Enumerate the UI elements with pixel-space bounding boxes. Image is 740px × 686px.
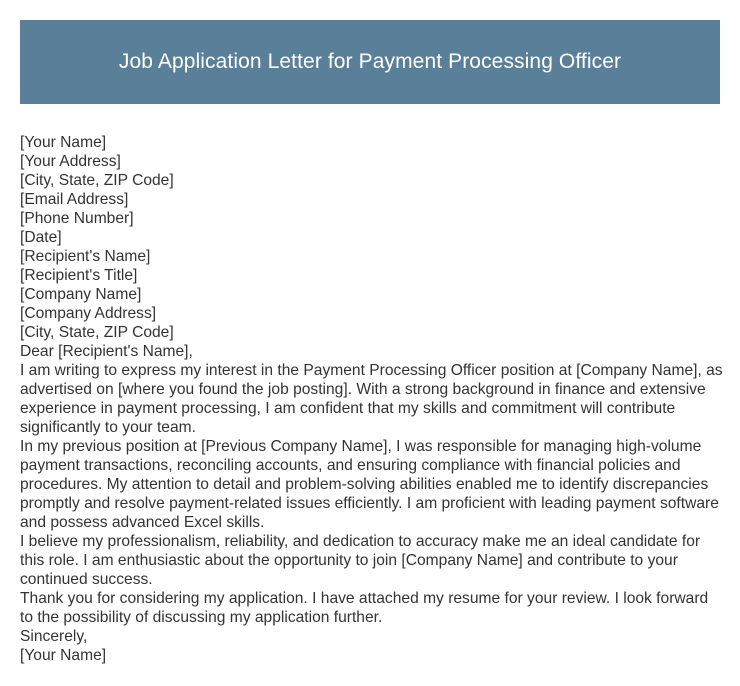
paragraph-intro: I am writing to express my interest in the Payment Processing Officer position at [Company Name], as advertised on [where you found the job posting]. With a strong background in finance and extensive experience in payment processing, I am confident that my skills and commitment will contribute significantly to your team. <box>20 362 723 436</box>
sender-email: [Email Address] <box>20 191 129 208</box>
closing: Sincerely, <box>20 628 88 645</box>
sender-city-state-zip: [City, State, ZIP Code] <box>20 172 174 189</box>
page-title: Job Application Letter for Payment Processing Officer <box>118 50 622 73</box>
sender-address: [Your Address] <box>20 153 121 170</box>
signature-name: [Your Name] <box>20 647 107 664</box>
recipient-company-address: [Company Address] <box>20 305 157 322</box>
letter-body <box>20 133 724 665</box>
sender-phone: [Phone Number] <box>20 210 134 227</box>
recipient-city-state-zip: [City, State, ZIP Code] <box>20 324 174 341</box>
header-banner <box>20 20 720 104</box>
salutation: Dear [Recipient's Name], <box>20 343 193 360</box>
recipient-name: [Recipient's Name] <box>20 248 151 265</box>
sender-name: [Your Name] <box>20 134 107 151</box>
letter-date: [Date] <box>20 229 62 246</box>
paragraph-experience: In my previous position at [Previous Company Name], I was responsible for managing high-volume payment transactions, reconciling accounts, and ensuring compliance with financial policies and procedures. My attention to detail and problem-solving abilities enabled me to identify discrepancies promptly and resolve payment-related issues efficiently. I am proficient with leading payment software and possess advanced Excel skills. <box>20 438 719 531</box>
paragraph-closing: Thank you for considering my application. I have attached my resume for your review. I look forward to the possibility of discussing my application further. <box>20 590 709 626</box>
recipient-company: [Company Name] <box>20 286 142 303</box>
recipient-title: [Recipient's Title] <box>20 267 138 284</box>
paragraph-qualities: I believe my professionalism, reliability, and dedication to accuracy make me an ideal candidate for this role. I am enthusiastic about the opportunity to join [Company Name] and contribute to your continued success. <box>20 533 701 588</box>
